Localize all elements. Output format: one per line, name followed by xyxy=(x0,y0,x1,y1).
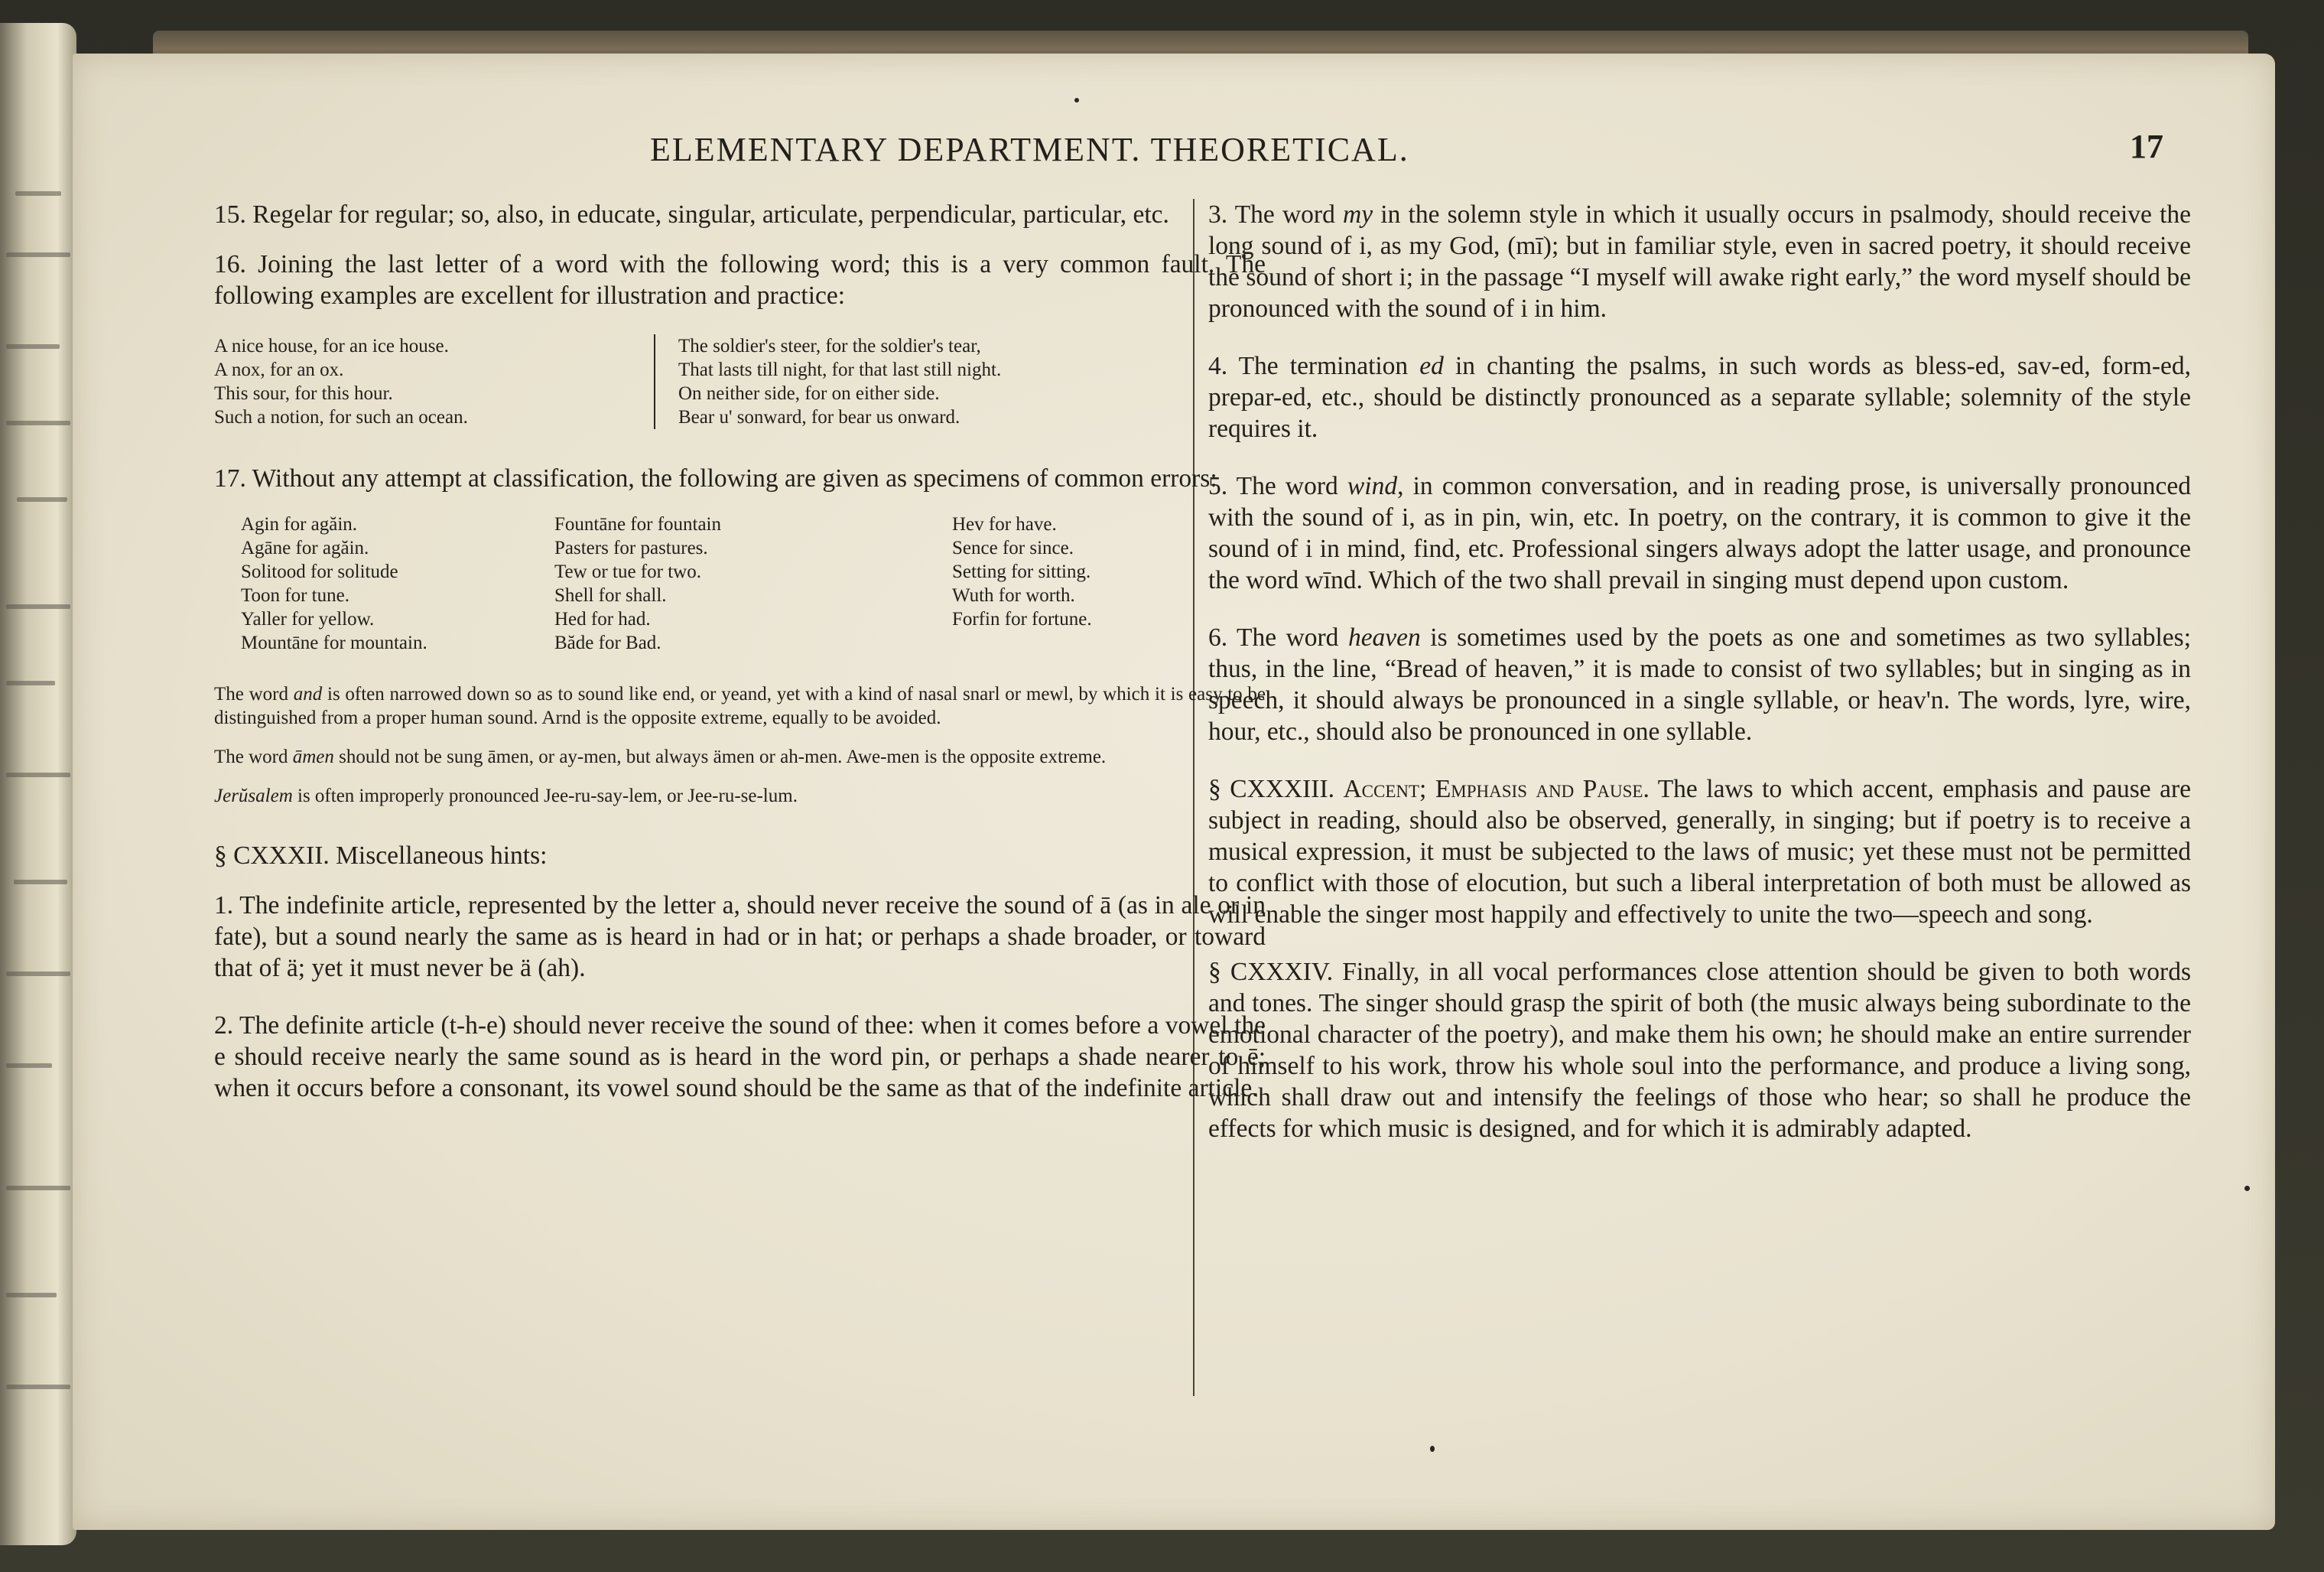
hint-1: 1. The indefinite article, represented by the letter a, should never receive the sound of ā (as in ale or in fate), but a sound nearly the same as is heard in had or in hat; or perhaps a shade broader, or toward that of ä; yet it must never be ä (ah). xyxy=(214,891,1266,982)
item-4: 4. The termination ed in chanting the psalms, in such words as bless-ed, sav-ed, form-ed, prepar-ed, etc., should be distinctly pronounced as a separate syllable; solemnity of the style requires it. xyxy=(1208,352,2191,443)
common-errors-list xyxy=(241,513,1266,655)
error-item: Agāne for agăin. xyxy=(241,538,369,558)
error-item xyxy=(952,631,1182,655)
page-number: 17 xyxy=(2130,128,2163,165)
joining-examples xyxy=(214,334,1266,429)
item-16: 16. Joining the last letter of a word with the following word; this is a very common fault. The following examples are excellent for illustration and practice: xyxy=(214,250,1266,310)
hint-2: 2. The definite article (t-h-e) should never receive the sound of thee: when it comes before a vowel the e should receive nearly the same sound as is heard in the word pin, or perhaps a shade nearer to ē; when it occurs before a consonant, its vowel sound should be the same as that of the indefinite article. xyxy=(214,1011,1266,1102)
example-line: That lasts till night, for that last still night. xyxy=(678,360,1002,380)
error-item: Sence for since. xyxy=(952,538,1074,558)
item-15: 15. Regelar for regular; so, also, in educate, singular, articulate, perpendicular, particular, etc. xyxy=(214,200,1169,229)
running-header xyxy=(73,130,2275,184)
item-3: 3. The word my in the solemn style in which it usually occurs in psalmody, should receive the long sound of i, as my God, (mī); but in familiar style, even in sacred poetry, it should receive the sound of short i; in the passage “I myself will awake right early,” the word myself should be pronounced with the sound of i in him. xyxy=(1208,200,2191,323)
error-item: Hed for had. xyxy=(554,609,651,630)
item-17: 17. Without any attempt at classification, the following are given as specimens of common errors: xyxy=(214,464,1217,493)
example-line: On neither side, for on either side. xyxy=(678,383,940,404)
item-6: 6. The word heaven is sometimes used by the poets as one and sometimes as two syllables; thus, in the line, “Bread of heaven,” it is made to consist of two syllables; but in singing as in speech, it should always be pronounced in a single syllable, or heav'n. The words, lyre, wire, hour, etc., should also be pronounced in one syllable. xyxy=(1208,623,2192,746)
error-item: Setting for sitting. xyxy=(952,561,1091,582)
examples-left xyxy=(214,334,654,429)
header-title: ELEMENTARY DEPARTMENT. THEORETICAL. xyxy=(650,131,1409,168)
right-column xyxy=(1208,199,2191,1163)
example-line: The soldier's steer, for the soldier's tear, xyxy=(678,336,981,356)
error-item: Fountāne for fountain xyxy=(554,514,722,535)
facing-page-edge xyxy=(0,23,76,1545)
section-133: § CXXXIII. Accent; Emphasis and Pause. The laws to which accent, emphasis and pause are subject in reading, should also be observed, generally, in singing; but if poetry is to receive a musical expression, it must be subjected to the laws of music; yet these must not be permitted to conflict with those of elocution, but such a liberal interpretation of both must be allowed as will enable the singer most happily and effectively to unite the two—speech and song. xyxy=(1208,775,2192,929)
book-page xyxy=(73,54,2275,1530)
left-column xyxy=(214,199,1266,1122)
error-item: Yaller for yellow. xyxy=(241,609,375,630)
error-item: Hev for have. xyxy=(952,514,1057,535)
section-134: § CXXXIV. Finally, in all vocal performances close attention should be given to both words and tones. The singer should grasp the spirit of both (the music always being subordinate to the emotional character of the poetry), and make them his own; he should make an entire surrender of himself to his work, throw his whole soul into the performance, and produce a living song, which shall draw out and intensify the feelings of those who hear; so shall he produce the effects for which music is designed, and for which it is admirably adapted. xyxy=(1208,958,2191,1143)
examples-right xyxy=(678,334,1175,429)
print-speck xyxy=(2244,1186,2250,1191)
example-line: A nox, for an ox. xyxy=(214,360,344,380)
error-item: Toon for tune. xyxy=(241,585,349,606)
error-item: Tew or tue for two. xyxy=(554,561,701,582)
error-item: Solitood for solitude xyxy=(241,561,398,582)
note-amen: The word āmen should not be sung āmen, or ay-men, but always ämen or ah-men. Awe-men is the opposite extreme. xyxy=(214,747,1107,767)
example-line: This sour, for this hour. xyxy=(214,383,393,404)
example-line: Such a notion, for such an ocean. xyxy=(214,407,468,428)
error-item: Forfin for fortune. xyxy=(952,609,1092,630)
error-item: Băde for Bad. xyxy=(554,633,661,653)
error-item: Pasters for pastures. xyxy=(554,538,708,558)
error-item: Shell for shall. xyxy=(554,585,667,606)
error-item: Wuth for worth. xyxy=(952,585,1075,606)
print-speck xyxy=(1074,98,1079,103)
example-line: A nice house, for an ice house. xyxy=(214,336,449,356)
examples-separator xyxy=(654,334,655,429)
section-132-heading: § CXXXII. Miscellaneous hints: xyxy=(214,841,548,870)
error-item: Mountāne for mountain. xyxy=(241,633,427,653)
note-jerusalem: Jerŭsalem is often improperly pronounced Jee-ru-say-lem, or Jee-ru-se-lum. xyxy=(214,786,798,806)
example-line: Bear u' sonward, for bear us onward. xyxy=(678,407,960,428)
note-and: The word and is often narrowed down so as to sound like end, or yeand, yet with a kind of nasal snarl or mewl, by which it is easy to be distinguished from a proper human sound. Arnd is the opposite extreme, equally to be avoided. xyxy=(214,684,1266,728)
error-item: Agin for agăin. xyxy=(241,514,358,535)
item-5: 5. The word wind, in common conversation, and in reading prose, is universally pronounced with the sound of i, as in pin, win, etc. In poetry, on the contrary, it is common to give it the sound of i in mind, find, etc. Professional singers always adopt the latter usage, and pronounce the word wīnd. Which of the two shall prevail in singing must depend upon custom. xyxy=(1208,472,2191,594)
print-speck xyxy=(1430,1446,1435,1452)
